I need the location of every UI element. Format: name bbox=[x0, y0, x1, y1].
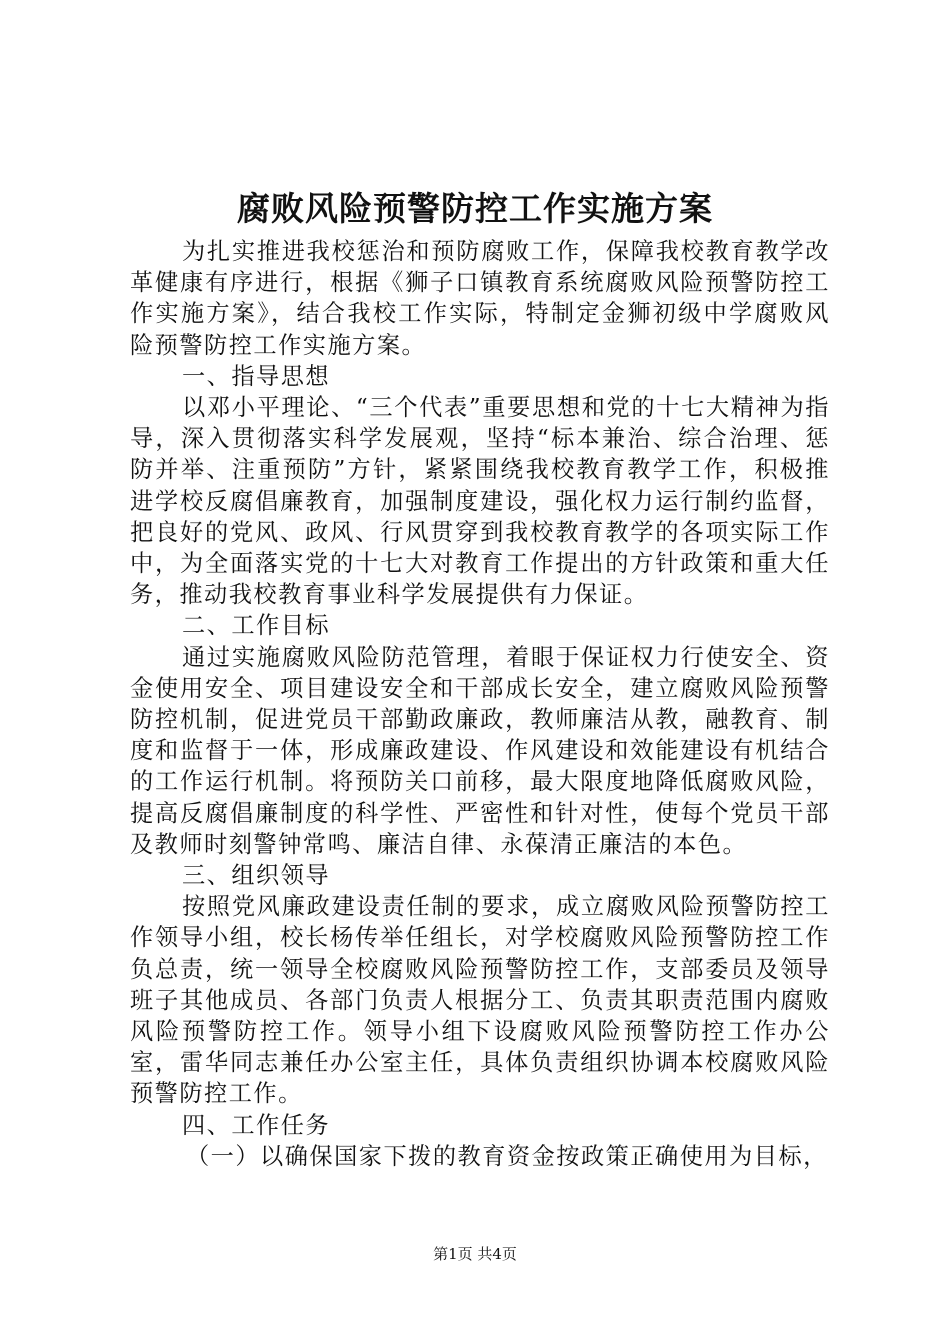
document-body bbox=[130, 236, 830, 1172]
work-task-item-1: （一）以确保国家下拨的教育资金按政策正确使用为目标， bbox=[186, 1142, 828, 1170]
section-heading-organization: 三、组织领导 bbox=[182, 862, 331, 890]
section-heading-work-tasks: 四、工作任务 bbox=[182, 1111, 331, 1139]
document-title: 腐败风险预警防控工作实施方案 bbox=[237, 189, 713, 228]
section-heading-work-goals: 二、工作目标 bbox=[182, 612, 331, 640]
section-heading-guiding-ideology: 一、指导思想 bbox=[182, 362, 331, 390]
page-number-footer: 第1页 共4页 bbox=[433, 1245, 517, 1263]
section-body-guiding-ideology: 以邓小平理论、“三个代表”重要思想和党的十七大精神为指导，深入贯彻落实科学发展观，坚持“标本兼治、综合治理、惩防并举、注重预防”方针，紧紧围绕我校教育教学工作，积极推进学校反腐倡廉教育，加强制度建设，强化权力运行制约监督，把良好的党风、政风、行风贯穿到我校教育教学的各项实际工作中，为全面落实党的十七大对教育工作提出的方针政策和重大任务，推动我校教育事业科学发展提供有力保证。 bbox=[130, 394, 830, 609]
section-body-organization: 按照党风廉政建设责任制的要求，成立腐败风险预警防控工作领导小组，校长杨传举任组长，对学校腐败风险预警防控工作负总责，统一领导全校腐败风险预警防控工作，支部委员及领导班子其他成员、各部门负责人根据分工、负责其职责范围内腐败风险预警防控工作。领导小组下设腐败风险预警防控工作办公室，雷华同志兼任办公室主任，具体负责组织协调本校腐败风险预警防控工作。 bbox=[130, 893, 830, 1108]
intro-paragraph: 为扎实推进我校惩治和预防腐败工作，保障我校教育教学改革健康有序进行，根据《狮子口镇教育系统腐败风险预警防控工作实施方案》，结合我校工作实际，特制定金狮初级中学腐败风险预警防控工作实施方案。 bbox=[130, 238, 830, 359]
section-body-work-goals: 通过实施腐败风险防范管理，着眼于保证权力行使安全、资金使用安全、项目建设安全和干部成长安全，建立腐败风险预警防控机制，促进党员干部勤政廉政，教师廉洁从教，融教育、制度和监督于一体，形成廉政建设、作风建设和效能建设有机结合的工作运行机制。将预防关口前移，最大限度地降低腐败风险，提高反腐倡廉制度的科学性、严密性和针对性，使每个党员干部及教师时刻警钟常鸣、廉洁自律、永葆清正廉洁的本色。 bbox=[130, 643, 830, 858]
